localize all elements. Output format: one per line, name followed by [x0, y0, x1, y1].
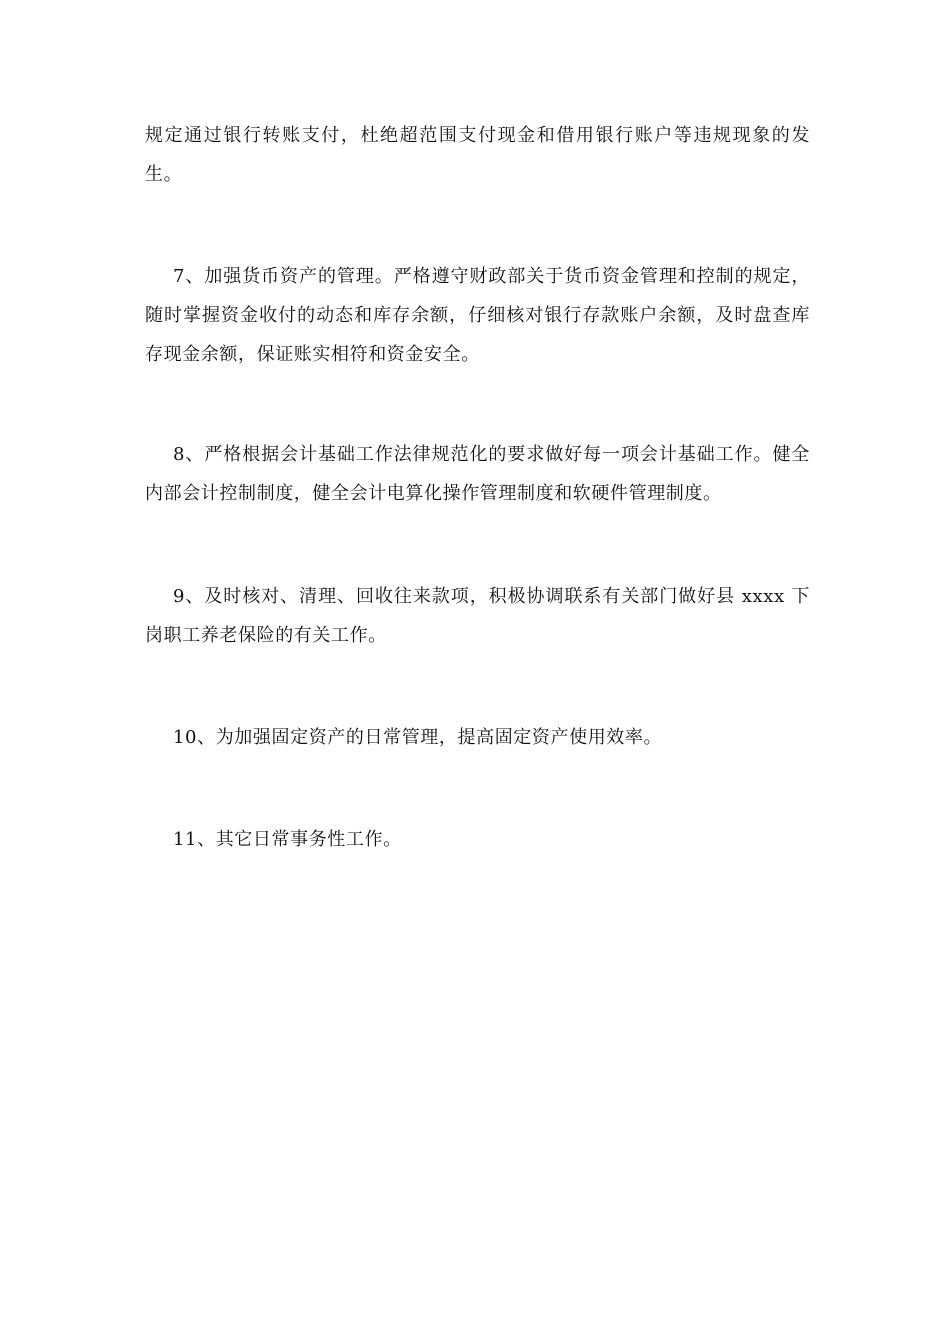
- paragraph-continuation: 规定通过银行转账支付，杜绝超范围支付现金和借用银行账户等违规现象的发生。: [145, 125, 810, 185]
- paragraph-item-10: 10、为加强固定资产的日常管理，提高固定资产使用效率。: [173, 727, 663, 748]
- paragraph-item-9: 9、及时核对、清理、回收往来款项，积极协调联系有关部门做好县 xxxx 下岗职工养老保险的有关工作。: [145, 586, 810, 646]
- paragraph-item-8: 8、严格根据会计基础工作法律规范化的要求做好每一项会计基础工作。健全内部会计控制制度，健全会计电算化操作管理制度和软硬件管理制度。: [145, 444, 810, 504]
- paragraph-item-11: 11、其它日常事务性工作。: [173, 829, 402, 850]
- paragraph-item-7: 7、加强货币资产的管理。严格遵守财政部关于货币资金管理和控制的规定，随时掌握资金收付的动态和库存余额，仔细核对银行存款账户余额，及时盘查库存现金余额，保证账实相符和资金安全。: [145, 266, 810, 365]
